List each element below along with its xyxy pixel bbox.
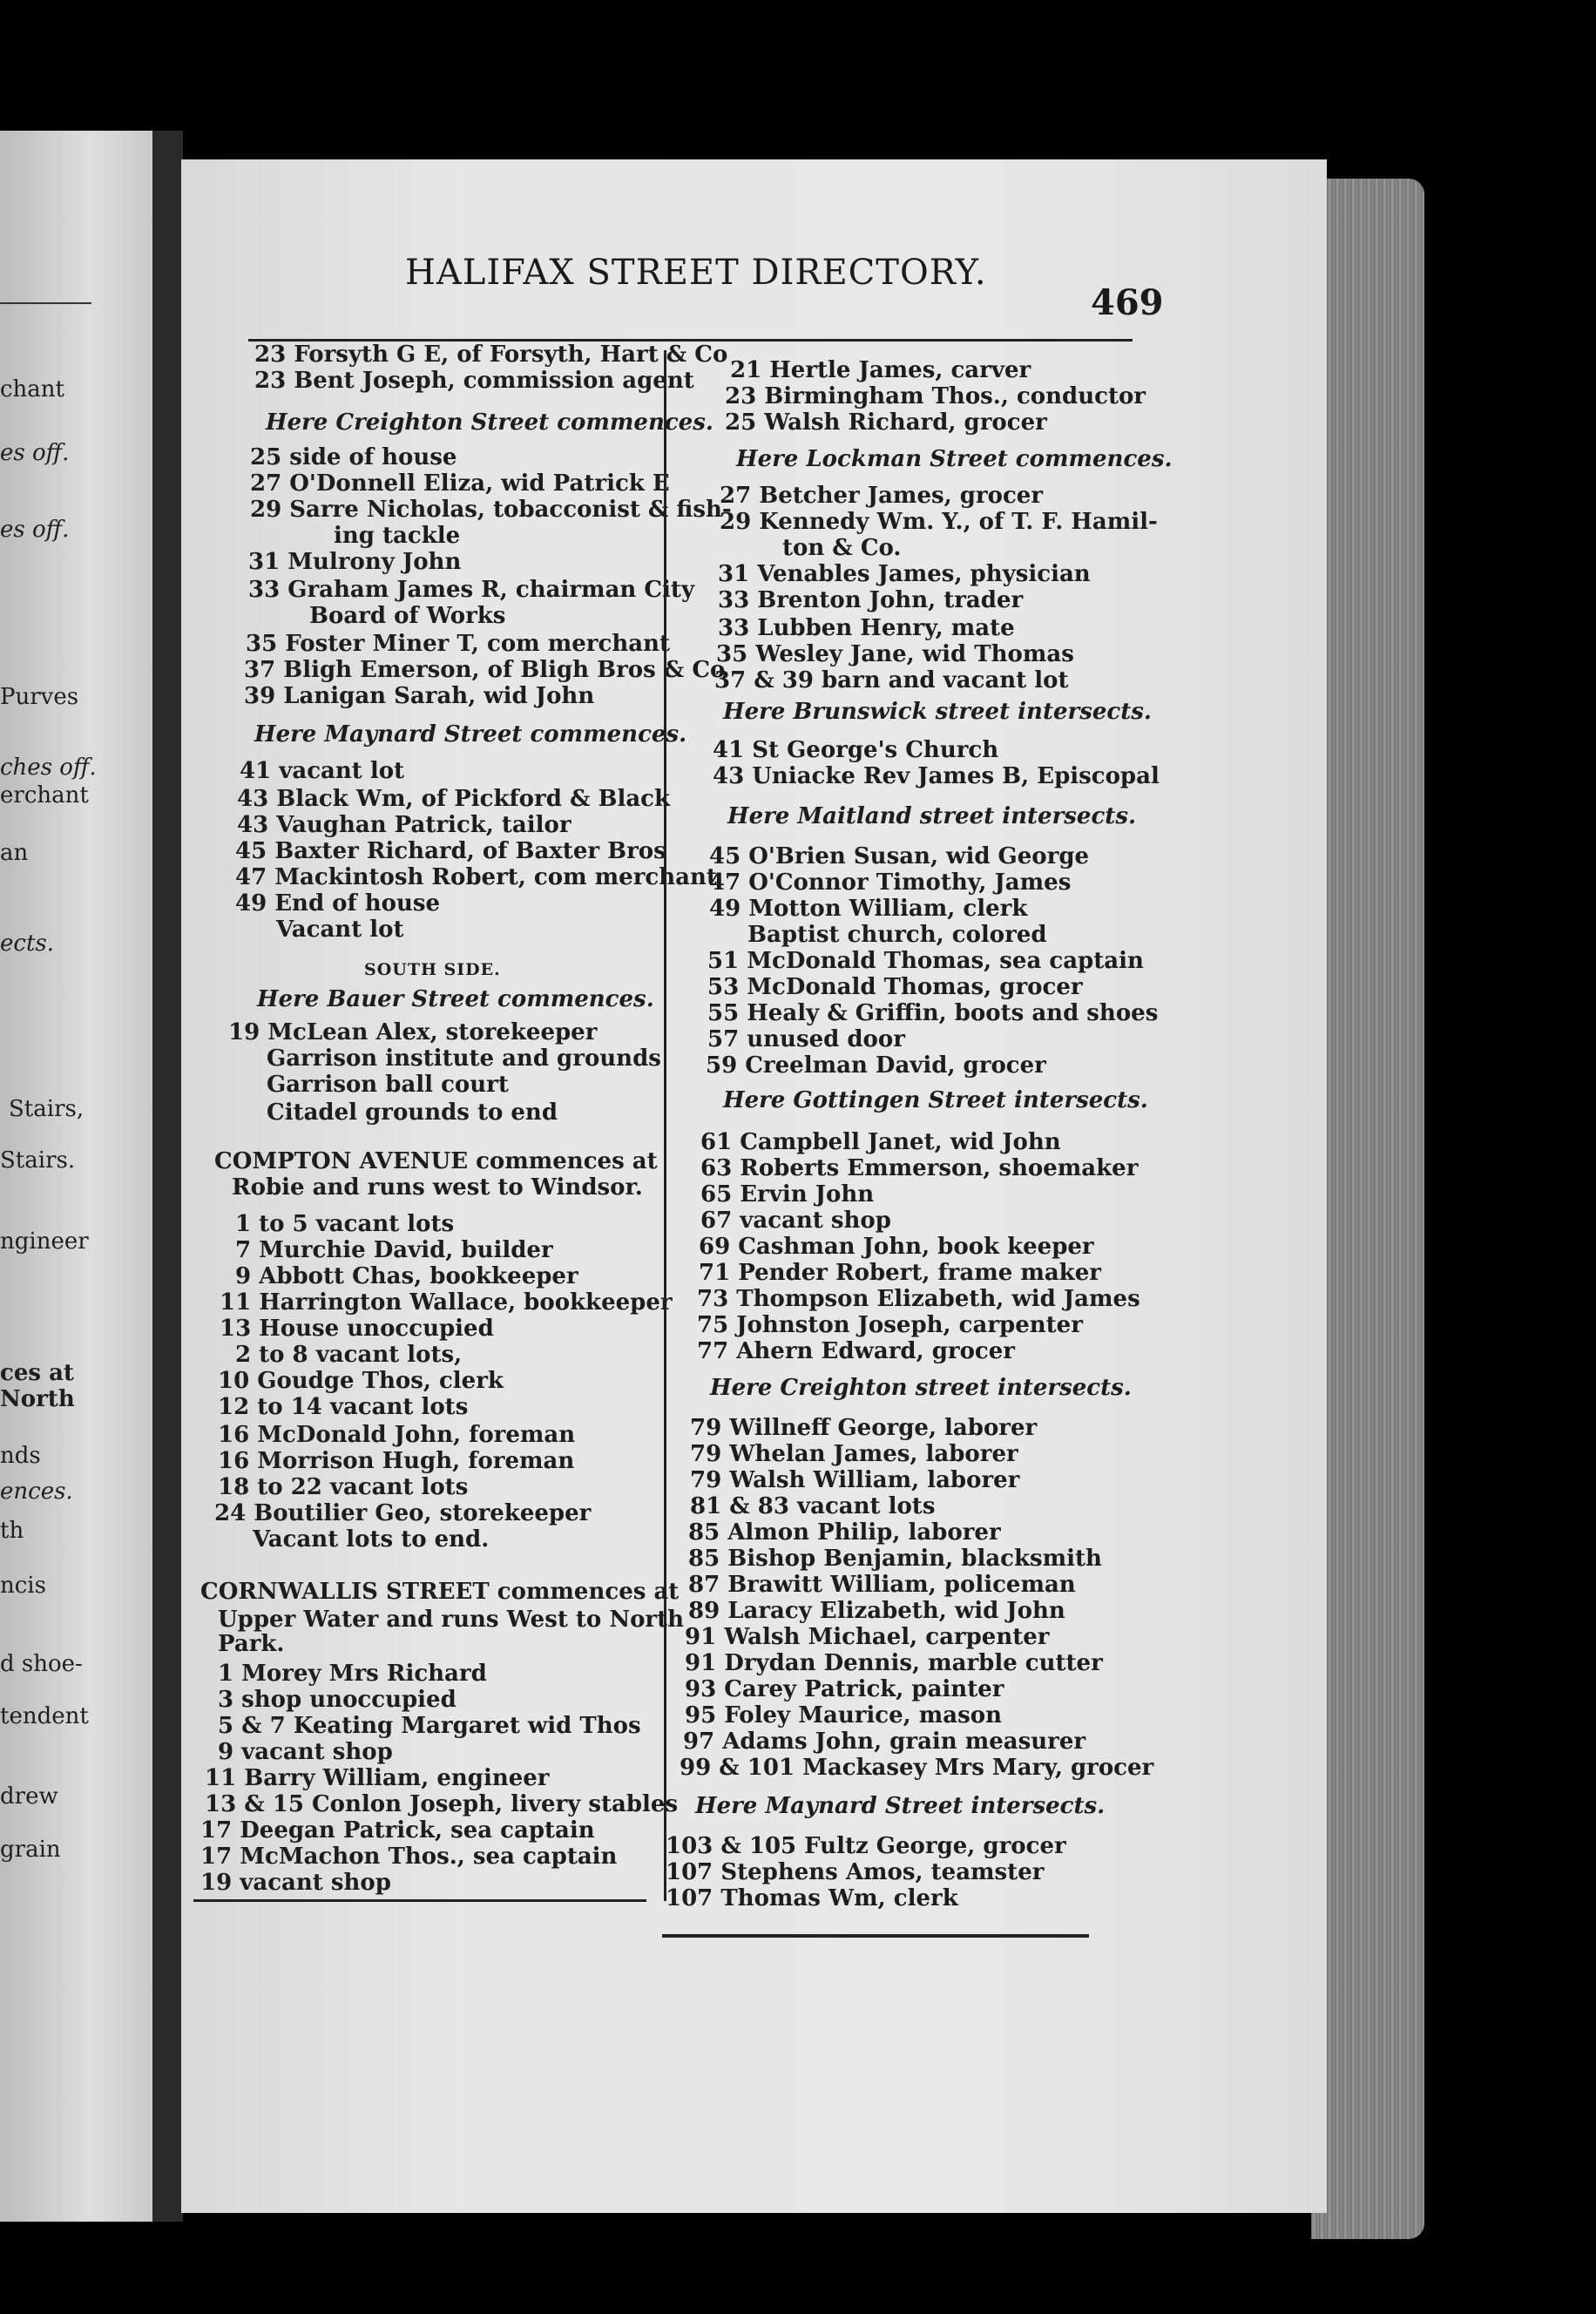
directory-entry: 33 Lubben Henry, mate — [718, 615, 1015, 641]
directory-entry: 25 side of house — [250, 444, 457, 470]
directory-entry: Vacant lots to end. — [253, 1526, 490, 1553]
directory-entry: 16 Morrison Hugh, foreman — [218, 1448, 575, 1474]
directory-entry: Board of Works — [309, 603, 506, 629]
directory-entry: 11 Harrington Wallace, bookkeeper — [220, 1289, 673, 1316]
facing-page-fragment: ncis — [0, 1573, 46, 1599]
directory-entry: 13 House unoccupied — [220, 1316, 494, 1342]
facing-page-fragment: an — [0, 840, 29, 866]
directory-entry: 9 vacant shop — [218, 1739, 393, 1765]
section-heading: Here Maynard Street commences. — [254, 721, 687, 748]
section-heading: Here Bauer Street commences. — [257, 986, 654, 1012]
street-heading: CORNWALLIS STREET commences at — [200, 1579, 680, 1605]
directory-entry: 41 St George's Church — [713, 737, 999, 763]
facing-page-fragment: ects. — [0, 930, 55, 957]
directory-entry: 79 Whelan James, laborer — [690, 1441, 1018, 1467]
directory-entry: 43 Uniacke Rev James B, Episcopal — [713, 763, 1160, 789]
section-heading: Here Gottingen Street intersects. — [723, 1087, 1148, 1113]
page-number: 469 — [1091, 282, 1164, 323]
directory-entry: 10 Goudge Thos, clerk — [218, 1368, 504, 1394]
facing-page-fragment: Stairs. — [0, 1147, 76, 1174]
directory-entry: 79 Walsh William, laborer — [690, 1467, 1020, 1493]
directory-entry: 3 shop unoccupied — [218, 1687, 456, 1713]
directory-entry: 1 Morey Mrs Richard — [218, 1661, 487, 1687]
directory-entry: 103 & 105 Fultz George, grocer — [666, 1833, 1066, 1859]
directory-entry: 57 unused door — [707, 1026, 905, 1052]
facing-page-fragment: ces at — [0, 1360, 74, 1386]
directory-entry: 85 Bishop Benjamin, blacksmith — [688, 1546, 1102, 1572]
facing-page-fragment: Stairs, — [9, 1096, 85, 1122]
facing-page-fragment: North — [0, 1386, 75, 1412]
directory-entry: 31 Venables James, physician — [718, 561, 1091, 587]
directory-entry: 77 Ahern Edward, grocer — [697, 1338, 1016, 1364]
directory-entry: 29 Sarre Nicholas, tobacconist & fish- — [250, 497, 732, 523]
directory-entry: 35 Wesley Jane, wid Thomas — [716, 641, 1074, 667]
section-heading: Here Creighton Street commences. — [266, 409, 713, 436]
facing-page-fragment: chant — [0, 376, 65, 403]
directory-entry: 27 Betcher James, grocer — [720, 483, 1044, 509]
directory-entry: 87 Brawitt William, policeman — [688, 1572, 1076, 1598]
directory-entry: 16 McDonald John, foreman — [218, 1422, 576, 1448]
directory-entry: 39 Lanigan Sarah, wid John — [244, 683, 595, 709]
directory-entry: 12 to 14 vacant lots — [218, 1394, 469, 1420]
directory-entry: 97 Adams John, grain measurer — [683, 1729, 1086, 1755]
directory-entry: 49 End of house — [235, 890, 441, 917]
directory-entry: 35 Foster Miner T, com merchant — [246, 631, 670, 657]
street-heading: COMPTON AVENUE commences at — [214, 1148, 658, 1174]
directory-entry: 95 Foley Maurice, mason — [685, 1702, 1003, 1729]
directory-entry: 18 to 22 vacant lots — [218, 1474, 469, 1500]
section-heading: Here Maynard Street intersects. — [695, 1793, 1106, 1819]
directory-entry: 21 Hertle James, carver — [730, 357, 1031, 383]
facing-page-fragment: es off. — [0, 517, 70, 543]
directory-entry: 69 Cashman John, book keeper — [699, 1234, 1094, 1260]
directory-entry: 45 Baxter Richard, of Baxter Bros — [235, 838, 666, 864]
directory-entry: 1 to 5 vacant lots — [235, 1211, 455, 1237]
facing-page-fragment: es off. — [0, 440, 70, 466]
directory-entry: 75 Johnston Joseph, carpenter — [697, 1312, 1083, 1338]
directory-entry: Baptist church, colored — [747, 922, 1047, 948]
directory-entry: 7 Murchie David, builder — [235, 1237, 553, 1263]
directory-entry: 33 Brenton John, trader — [718, 587, 1024, 613]
directory-entry: Garrison institute and grounds — [267, 1045, 661, 1072]
directory-entry: 41 vacant lot — [240, 758, 405, 784]
facing-page-fragment: ches off. — [0, 754, 97, 781]
facing-page-rule — [0, 302, 91, 304]
facing-page-fragment: tendent — [0, 1703, 89, 1729]
directory-entry: 63 Roberts Emmerson, shoemaker — [700, 1155, 1139, 1181]
facing-page-fragment: th — [0, 1518, 24, 1544]
left-column-end-rule — [193, 1899, 646, 1902]
directory-entry: 23 Bent Joseph, commission agent — [254, 368, 694, 394]
directory-entry: 23 Birmingham Thos., conductor — [725, 383, 1146, 409]
directory-entry: 24 Boutilier Geo, storekeeper — [214, 1500, 592, 1526]
directory-entry: 99 & 101 Mackasey Mrs Mary, grocer — [680, 1755, 1154, 1781]
page-title: HALIFAX STREET DIRECTORY. — [405, 253, 987, 293]
directory-entry: 5 & 7 Keating Margaret wid Thos — [218, 1713, 641, 1739]
directory-entry: 47 O'Connor Timothy, James — [709, 869, 1072, 896]
directory-entry: 107 Stephens Amos, teamster — [666, 1859, 1045, 1885]
directory-entry: 37 Bligh Emerson, of Bligh Bros & Co — [244, 657, 726, 683]
directory-entry: 13 & 15 Conlon Joseph, livery stables — [205, 1791, 679, 1817]
facing-page-fragment: ences. — [0, 1478, 73, 1505]
directory-entry: 65 Ervin John — [700, 1181, 875, 1208]
directory-entry: 19 McLean Alex, storekeeper — [228, 1019, 598, 1045]
section-heading: SOUTH SIDE. — [364, 960, 501, 979]
street-heading: Upper Water and runs West to North — [218, 1607, 685, 1633]
directory-entry: 71 Pender Robert, frame maker — [699, 1260, 1101, 1286]
directory-entry: 27 O'Donnell Eliza, wid Patrick E — [250, 470, 670, 497]
facing-page-fragment: Purves — [0, 684, 79, 710]
directory-entry: 93 Carey Patrick, painter — [685, 1676, 1004, 1702]
directory-entry: 11 Barry William, engineer — [205, 1765, 550, 1791]
directory-entry: 53 McDonald Thomas, grocer — [707, 974, 1083, 1000]
directory-entry: 81 & 83 vacant lots — [690, 1493, 936, 1519]
street-heading: Park. — [218, 1631, 285, 1657]
directory-entry: 31 Mulrony John — [248, 549, 462, 575]
directory-entry: 49 Motton William, clerk — [709, 896, 1028, 922]
directory-entry: 59 Creelman David, grocer — [706, 1052, 1046, 1079]
directory-entry: Garrison ball court — [267, 1072, 509, 1098]
facing-page-fragment: ngineer — [0, 1228, 89, 1255]
right-column-end-rule — [662, 1934, 1089, 1938]
directory-entry: 43 Vaughan Patrick, tailor — [237, 812, 571, 838]
directory-entry: 61 Campbell Janet, wid John — [700, 1129, 1061, 1155]
directory-entry: Vacant lot — [276, 917, 404, 943]
directory-entry: 45 O'Brien Susan, wid George — [709, 843, 1090, 869]
page-edges — [1311, 179, 1424, 2239]
directory-entry: 37 & 39 barn and vacant lot — [714, 667, 1069, 694]
directory-entry: 2 to 8 vacant lots, — [235, 1342, 463, 1368]
facing-page-fragment: drew — [0, 1783, 58, 1810]
directory-entry: 85 Almon Philip, laborer — [688, 1519, 1001, 1546]
street-heading: Robie and runs west to Windsor. — [232, 1174, 643, 1201]
directory-entry: 43 Black Wm, of Pickford & Black — [237, 786, 671, 812]
section-heading: Here Lockman Street commences. — [736, 446, 1173, 472]
section-heading: Here Brunswick street intersects. — [723, 699, 1152, 725]
directory-entry: 23 Forsyth G E, of Forsyth, Hart & Co — [254, 342, 728, 368]
directory-entry: 33 Graham James R, chairman City — [248, 577, 695, 603]
section-heading: Here Creighton street intersects. — [710, 1375, 1132, 1401]
facing-page-fragment: erchant — [0, 782, 89, 809]
directory-entry: 19 vacant shop — [200, 1870, 391, 1896]
directory-entry: 55 Healy & Griffin, boots and shoes — [707, 1000, 1159, 1026]
facing-page-fragment: grain — [0, 1837, 61, 1863]
directory-entry: 25 Walsh Richard, grocer — [725, 409, 1047, 436]
directory-entry: 47 Mackintosh Robert, com merchant — [235, 864, 717, 890]
facing-page-fragment: nds — [0, 1443, 41, 1469]
directory-entry: ton & Co. — [782, 535, 902, 561]
directory-entry: 67 vacant shop — [700, 1208, 891, 1234]
directory-entry: Citadel grounds to end — [267, 1099, 558, 1126]
directory-entry: 91 Walsh Michael, carpenter — [685, 1624, 1050, 1650]
facing-page-fragment: d shoe- — [0, 1651, 83, 1677]
directory-entry: 29 Kennedy Wm. Y., of T. F. Hamil- — [720, 509, 1158, 535]
directory-entry: 107 Thomas Wm, clerk — [666, 1885, 958, 1911]
directory-entry: ing tackle — [334, 523, 461, 549]
book-gutter — [152, 131, 183, 2222]
directory-entry: 89 Laracy Elizabeth, wid John — [688, 1598, 1065, 1624]
section-heading: Here Maitland street intersects. — [727, 803, 1137, 829]
directory-entry: 51 McDonald Thomas, sea captain — [707, 948, 1144, 974]
directory-entry: 17 McMachon Thos., sea captain — [200, 1844, 618, 1870]
directory-entry: 79 Willneff George, laborer — [690, 1415, 1038, 1441]
directory-entry: 9 Abbott Chas, bookkeeper — [235, 1263, 578, 1289]
directory-entry: 91 Drydan Dennis, marble cutter — [685, 1650, 1103, 1676]
directory-entry: 73 Thompson Elizabeth, wid James — [697, 1286, 1140, 1312]
directory-entry: 17 Deegan Patrick, sea captain — [200, 1817, 595, 1844]
